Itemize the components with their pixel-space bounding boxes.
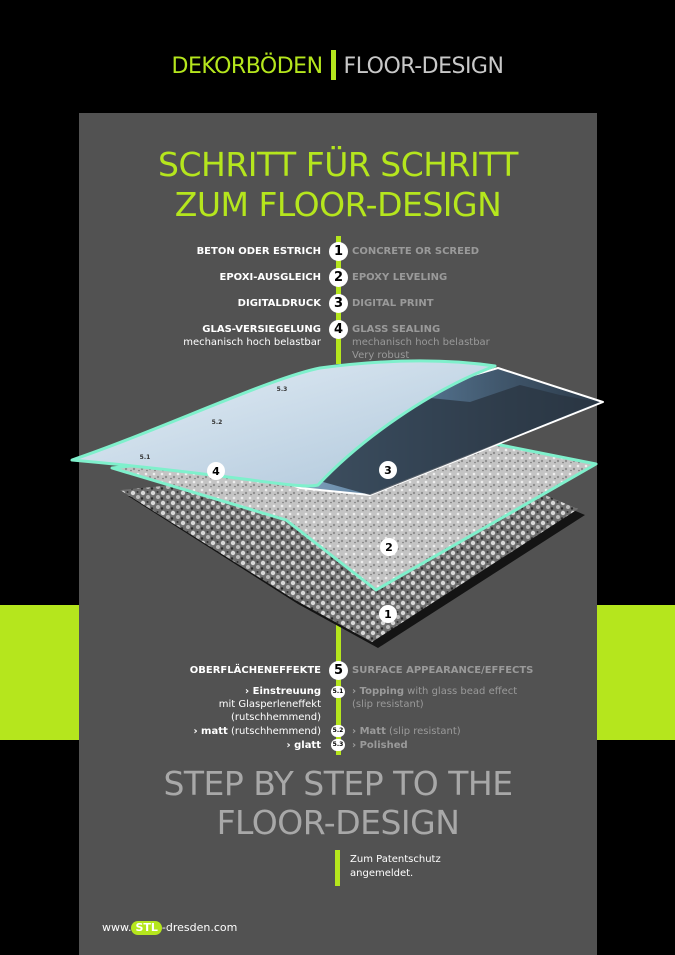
effect-5-2-en-rest: (slip resistant): [385, 726, 461, 737]
effect-5-3-number: 5.3: [331, 739, 345, 751]
step-2-number: 2: [329, 268, 348, 287]
step-4-en-title: GLASS SEALING: [352, 324, 441, 335]
step-4-en: [352, 323, 490, 362]
step-3-number: 3: [329, 294, 348, 313]
step-5-number: 5: [329, 661, 348, 680]
effect-5-1-en: [352, 685, 517, 711]
bottom-title-line-2: FLOOR-DESIGN: [216, 803, 460, 842]
bottom-title-line-1: STEP BY STEP TO THE: [163, 764, 513, 803]
layer-label-2: 2: [385, 541, 393, 554]
effect-5-2-de: [193, 725, 321, 738]
website-suffix: -dresden.com: [161, 921, 238, 934]
website-link[interactable]: [102, 920, 237, 936]
brand-de: DEKORBÖDEN: [171, 54, 323, 79]
step-5-en: SURFACE APPEARANCE/EFFECTS: [352, 665, 534, 676]
step-4-de-sub: mechanisch hoch belastbar: [183, 337, 321, 348]
main-title-line-2: ZUM FLOOR-DESIGN: [174, 185, 502, 224]
layer-label-5-2: 5.2: [211, 419, 223, 426]
step-4-de-title: GLAS-VERSIEGELUNG: [202, 324, 321, 335]
effect-5-1-de-title: › Einstreuung: [245, 686, 321, 697]
effect-5-1-en-title: › Topping: [352, 686, 404, 697]
effect-5-2-number: 5.2: [331, 725, 345, 737]
step-1-de: BETON ODER ESTRICH: [196, 246, 321, 257]
effect-5-2-en: [352, 725, 461, 738]
effect-5-3-de-title: › glatt: [286, 740, 321, 751]
layer-label-3: 3: [384, 464, 392, 477]
effect-5-1-en-line-2: (slip resistant): [352, 699, 424, 710]
patent-line-1: Zum Patentschutz: [350, 854, 441, 865]
step-4-de: [183, 323, 321, 349]
effect-5-3-de: [287, 739, 322, 752]
effect-5-1-de-line-3: (rutschhemmend): [230, 712, 321, 723]
main-title-line-1: SCHRITT FÜR SCHRITT: [158, 145, 518, 184]
effect-5-3-en-title: › Polished: [352, 740, 408, 751]
effect-5-1-de: [219, 685, 321, 724]
effect-5-2-de-rest: (rutschhemmend): [227, 726, 321, 737]
layer-label-4: 4: [212, 465, 220, 478]
effect-5-2-de-title: › matt: [193, 726, 228, 737]
layer-label-1: 1: [384, 608, 392, 621]
patent-line-2: angemeldet.: [350, 868, 414, 879]
step-4-en-sub-2: Very robust: [352, 350, 410, 361]
layer-label-5-3: 5.3: [276, 386, 288, 393]
effect-5-1-en-rest: with glass bead effect: [404, 686, 518, 697]
step-4-en-sub-1: mechanisch hoch belastbar: [352, 337, 490, 348]
website-prefix: www.: [102, 921, 132, 934]
step-3-de: DIGITALDRUCK: [237, 298, 321, 309]
step-2-en: EPOXY LEVELING: [352, 272, 448, 283]
patent-note: [350, 853, 441, 881]
stl-logo: STL: [131, 921, 161, 935]
brand-en: FLOOR-DESIGN: [343, 54, 504, 79]
step-1-number: 1: [329, 242, 348, 261]
patent-accent-bar: [335, 850, 340, 886]
step-2-de: EPOXI-AUSGLEICH: [219, 272, 321, 283]
step-3-en: DIGITAL PRINT: [352, 298, 434, 309]
step-5-de: OBERFLÄCHENEFFEKTE: [189, 665, 321, 676]
effect-5-2-en-title: › Matt: [352, 726, 386, 737]
effect-5-1-de-line-2: mit Glasperleneffekt: [218, 699, 321, 710]
step-4-number: 4: [329, 320, 348, 339]
step-1-en: CONCRETE OR SCREED: [352, 246, 480, 257]
layer-label-5-1: 5.1: [139, 454, 151, 461]
effect-5-3-en: [352, 739, 408, 752]
effect-5-1-number: 5.1: [331, 686, 345, 698]
